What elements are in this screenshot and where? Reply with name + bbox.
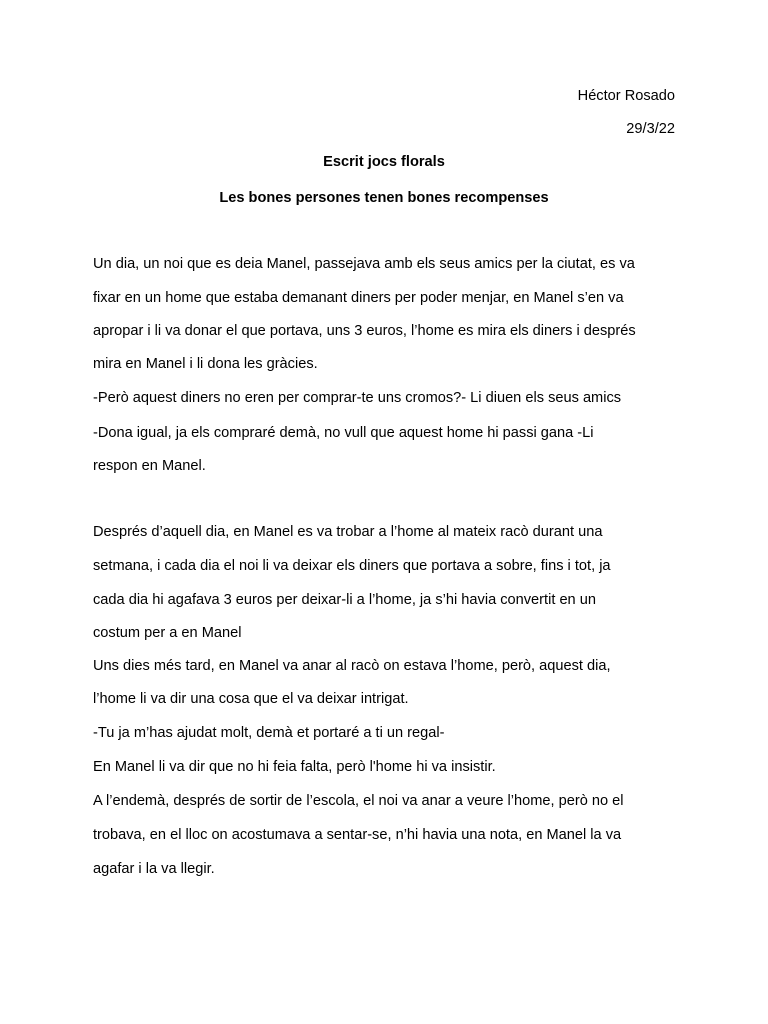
- document-date: 29/3/22: [626, 121, 675, 137]
- paragraph-line: A l’endemà, després de sortir de l’escola, el noi va anar a veure l’home, però no el: [93, 793, 624, 809]
- paragraph-line: -Tu ja m’has ajudat molt, demà et portaré a ti un regal-: [93, 725, 445, 741]
- paragraph-line: l’home li va dir una cosa que el va deixar intrigat.: [93, 691, 409, 707]
- paragraph-line: fixar en un home que estaba demanant diners per poder menjar, en Manel s’en va: [93, 290, 624, 306]
- document-subtitle: Les bones persones tenen bones recompenses: [219, 190, 549, 206]
- paragraph-line: agafar i la va llegir.: [93, 861, 215, 877]
- paragraph-line: En Manel li va dir que no hi feia falta, però l'home hi va insistir.: [93, 759, 496, 775]
- paragraph-line: -Dona igual, ja els compraré demà, no vull que aquest home hi passi gana -Li: [93, 425, 594, 441]
- paragraph-line: Un dia, un noi que es deia Manel, passejava amb els seus amics per la ciutat, es va: [93, 256, 635, 272]
- paragraph-line: mira en Manel i li dona les gràcies.: [93, 356, 318, 372]
- paragraph-line: trobava, en el lloc on acostumava a sentar-se, n’hi havia una nota, en Manel la va: [93, 827, 622, 843]
- document-title: Escrit jocs florals: [323, 154, 445, 170]
- paragraph-line: costum per a en Manel: [93, 625, 242, 641]
- paragraph-line: apropar i li va donar el que portava, uns 3 euros, l’home es mira els diners i després: [93, 323, 636, 339]
- author-name: Héctor Rosado: [577, 88, 675, 104]
- paragraph-line: Després d’aquell dia, en Manel es va trobar a l’home al mateix racò durant una: [93, 524, 603, 540]
- paragraph-line: setmana, i cada dia el noi li va deixar els diners que portava a sobre, fins i tot, ja: [93, 558, 611, 574]
- paragraph-line: Uns dies més tard, en Manel va anar al racò on estava l’home, però, aquest dia,: [93, 658, 611, 674]
- paragraph-line: -Però aquest diners no eren per comprar-te uns cromos?- Li diuen els seus amics: [93, 390, 622, 406]
- paragraph-line: cada dia hi agafava 3 euros per deixar-li a l’home, ja s’hi havia convertit en un: [93, 592, 596, 608]
- paragraph-line: respon en Manel.: [93, 458, 206, 474]
